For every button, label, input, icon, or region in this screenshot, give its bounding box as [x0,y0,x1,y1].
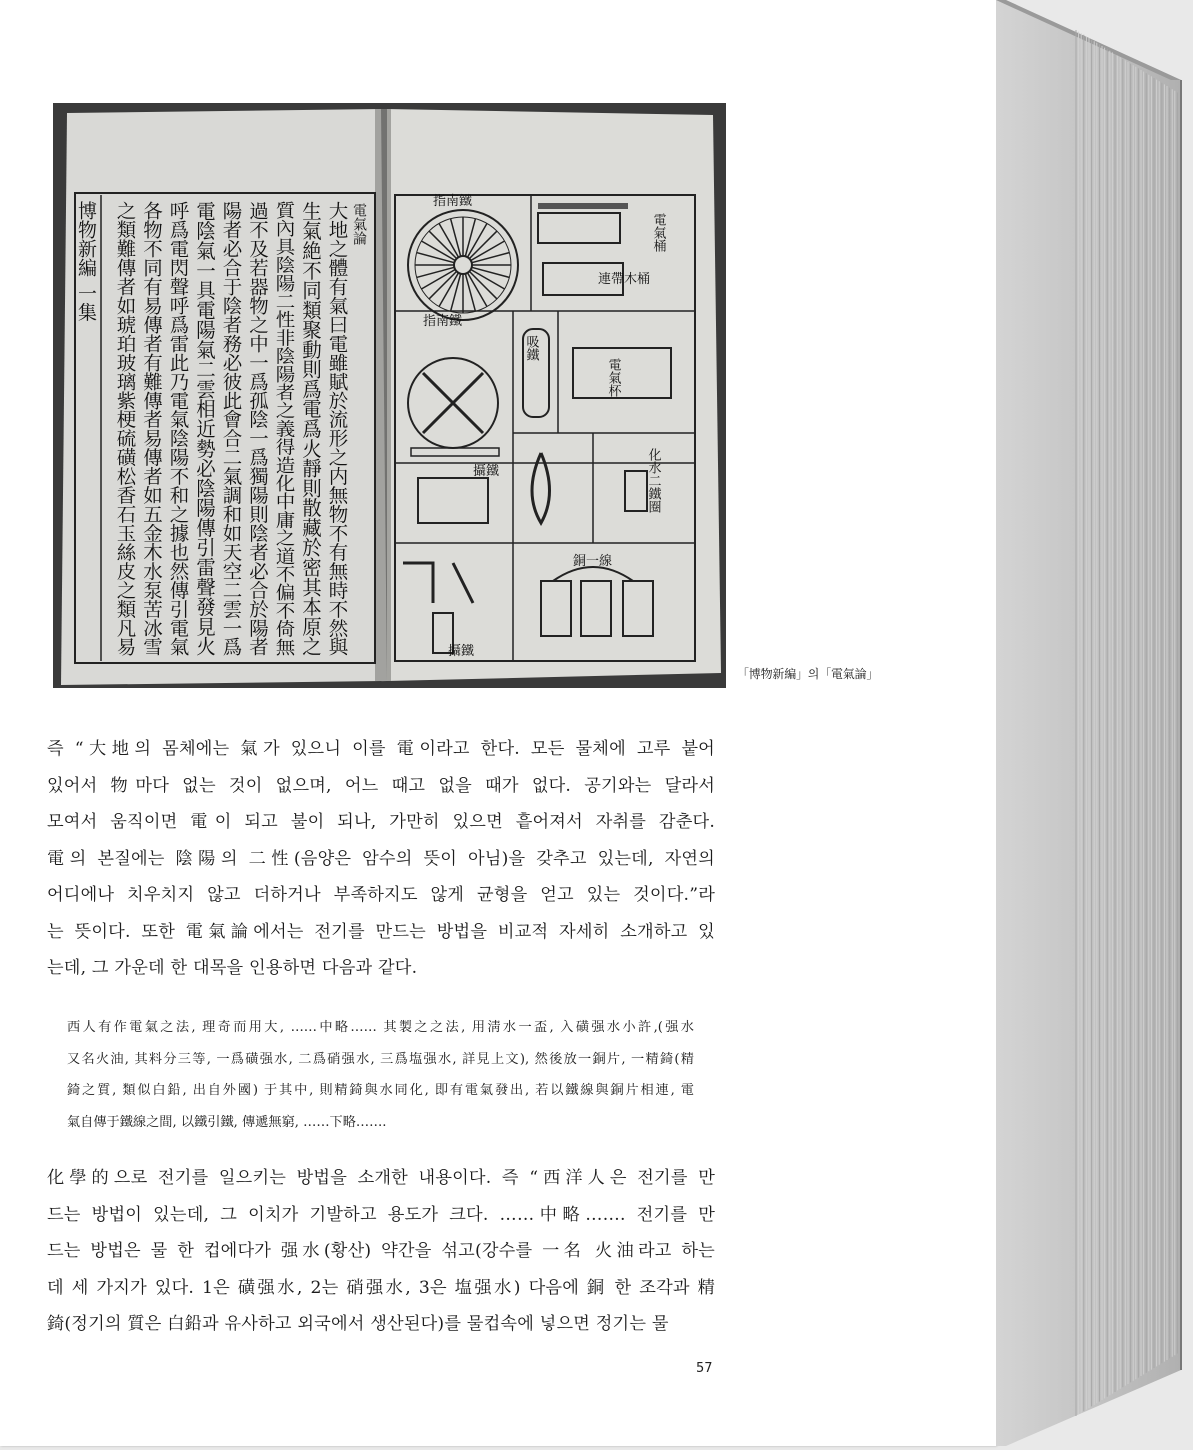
book-scan-photo [53,103,726,688]
diagram-label: 吸鐵 [523,335,539,361]
paragraph-2-line: 錡(정기의 質은 白鉛과 유사하고 외국에서 생산된다)를 물컵속에 넣으면 정기는 물 [47,1314,669,1334]
diagram-label: 攝鐵 [473,464,500,479]
quote-line: 西人有作電氣之法, 理奇而用大, ……中略…… 其製之之法, 用淸水一盃, 入磺强水小許,(强水 [67,1020,694,1035]
quote-line: 又名火油, 其料分三等, 一爲磺强水, 二爲硝强水, 三爲塩强水, 詳見上文), 然後放一銅片, 一精錡(精 [67,1051,694,1067]
paragraph-2-line: 드는 방법은 물 한 컵에다가 强水(황산) 약간을 섞고(강수를 一名 火油라고 하는 [47,1241,715,1261]
body-paragraph-1 [47,731,715,987]
left-page-text-column: 大地之體有氣曰電雖賦於流形之内無物不有無時不然與 [325,201,349,669]
photo-caption: 「博物新編」의「電氣論」 [737,667,879,681]
diagram-label: 化水二鐵圈 [645,448,661,513]
body-paragraph-2 [47,1160,715,1343]
classical-chinese-quotation [67,1012,694,1138]
diagram-label: 電氣桶 [650,213,666,252]
left-page-heading: 電氣論 [351,203,367,245]
paragraph-1-line: 있어서 物마다 없는 것이 없으며, 어느 때고 없을 때가 없다. 공기와는 달라서 [47,775,715,796]
diagram-label: 指南鐵 [433,194,473,209]
diagram-label: 連帶木桶 [598,272,651,287]
diagram-label: 電氣杯 [605,358,621,397]
paragraph-1-line: 모여서 움직이면 電이 되고 불이 되나, 가만히 있으면 흩어져서 자취를 감춘다. [47,812,715,832]
left-page-text-column: 生氣絶不同類聚動則爲電爲火靜則散藏於密其本原之 [299,201,322,650]
diagram-label: 銅一線 [573,554,613,569]
paragraph-2-line: 化學的으로 전기를 일으키는 방법을 소개한 내용이다. 즉 “西洋人은 전기를 만 [47,1168,715,1188]
diagram-label: 指南鐵 [423,314,463,329]
left-page-text-column: 之類難傳者如琥珀玻璃紫梗硫磺松香石玉絲皮之類凡易 [113,201,137,669]
paragraph-1-line: 는 뜻이다. 또한 電氣論에서는 전기를 만드는 방법을 비교적 자세히 소개하고 있 [47,921,715,942]
paragraph-2-line: 드는 방법이 있는데, 그 이치가 기발하고 용도가 크다. ……中略……. 전기를 만 [47,1204,715,1225]
left-page-text-column: 各物不同有易傳者有難傳者易傳者如五金木水泵苦冰雪 [140,201,163,669]
quote-line: 氣自傳于鐵線之間, 以鐵引鐵, 傳遞無窮, ……下略……. [67,1114,387,1130]
left-page-text-column: 過不及若器物之中一爲孤陰一爲獨陽則陰者必合於陽者 [246,201,269,669]
paragraph-1-line: 는데, 그 가운데 한 대목을 인용하면 다음과 같다. [47,958,418,978]
left-page-text-column: 陽者必合于陰者務必彼此會合二氣調和如天空二雲一爲 [219,201,243,669]
book-page-edges [996,0,1193,1446]
quote-line: 錡之質, 類似白鉛, 出自外國) 于其中, 則精錡與水同化, 即有電氣發出, 若以鐵線與銅片相連, 電 [67,1083,694,1098]
left-page-margin-title: 博物新編 一集 [75,201,97,322]
page-number: 57 [696,1361,713,1376]
paragraph-1-line: 어디에나 치우치지 않고 더하거나 부족하지도 않게 균형을 얻고 있는 것이다.”라 [47,885,715,905]
left-page-text-column: 電陰氣一具電陽氣二雲相近勢必陰陽傳引雷聲發見火 [193,201,216,650]
paragraph-1-line: 電의 본질에는 陰陽의 二性(음양은 암수의 뜻이 아님)을 갖추고 있는데, 자연의 [47,848,715,869]
paragraph-2-line: 데 세 가지가 있다. 1은 磺强水, 2는 硝强水, 3은 塩强水) 다음에 銅 한 조각과 精 [47,1277,715,1298]
diagram-label: 攝鐵 [448,644,475,659]
left-page-text-columns [113,201,368,688]
left-page-text-column: 呼爲電閃聲呼爲雷此乃電氣陰陽不和之據也然傳引電氣 [166,201,190,669]
paragraph-1-line: 즉 “大地의 몸체에는 氣가 있으니 이를 電이라고 한다. 모든 물체에 고루 붙어 [47,739,715,759]
left-page-text-column: 質內具陰陽二性非陰陽者之義得造化中庸之道不偏不倚無 [272,201,296,688]
